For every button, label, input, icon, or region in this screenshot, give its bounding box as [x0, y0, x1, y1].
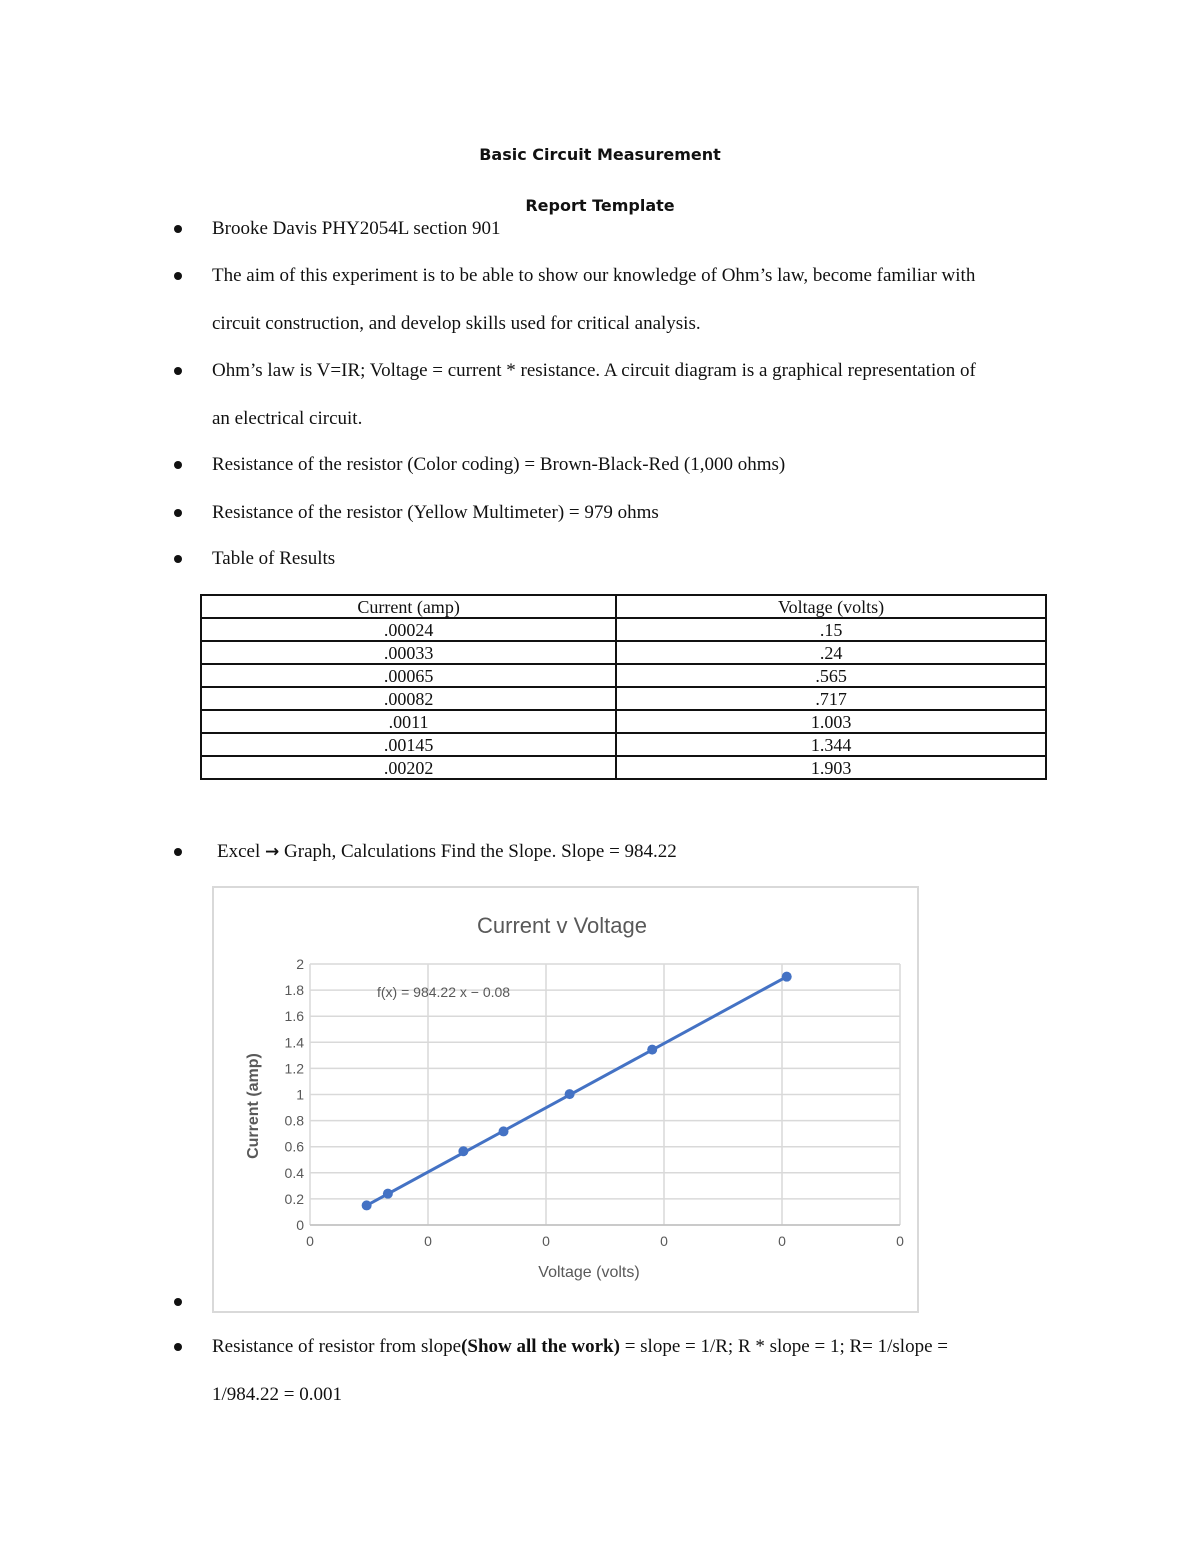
x-tick-label: 0 [424, 1233, 432, 1249]
table-row [201, 756, 1046, 779]
y-tick-label: 1.2 [284, 1060, 304, 1077]
y-tick-label: 1.4 [284, 1034, 304, 1051]
data-point [383, 1189, 393, 1199]
y-tick-label: 0.2 [284, 1190, 304, 1207]
table-row [201, 664, 1046, 687]
x-tick-label: 0 [542, 1233, 550, 1249]
cell-voltage: 1.903 [616, 756, 1046, 779]
arrow-right-icon: → [265, 842, 280, 862]
table-row [201, 710, 1046, 733]
y-tick-label: 1.8 [284, 982, 304, 999]
y-tick-label: 0.4 [284, 1164, 304, 1181]
cell-voltage: .565 [616, 664, 1046, 687]
bullet-dot [174, 1298, 182, 1306]
y-tick-label: 2 [296, 956, 304, 972]
excel-text-rest: Graph, Calculations Find the Slope. Slope = 984.22 [279, 841, 677, 862]
header-current: Current (amp) [201, 595, 616, 618]
data-point [362, 1200, 372, 1210]
bullet-dot [174, 461, 182, 469]
series-line [367, 977, 787, 1206]
bullet-dot [174, 272, 182, 280]
cell-voltage: 1.344 [616, 733, 1046, 756]
bullet-dot [174, 555, 182, 563]
results-table [200, 594, 1047, 780]
cell-current: .0011 [201, 710, 616, 733]
bullet-dot [174, 509, 182, 517]
data-point [565, 1089, 575, 1099]
x-axis-ticks [306, 1233, 904, 1249]
cell-voltage: .24 [616, 641, 1046, 664]
slope-line-1 [212, 1336, 948, 1358]
bullet-dot [174, 848, 182, 856]
slope-line-2: 1/984.22 = 0.001 [212, 1384, 342, 1405]
cell-current: .00065 [201, 664, 616, 687]
y-tick-label: 0 [296, 1217, 304, 1233]
cell-current: .00024 [201, 618, 616, 641]
y-axis-label: Current (amp) [245, 1053, 262, 1159]
data-point [458, 1146, 468, 1156]
aim-line-1: The aim of this experiment is to be able to show our knowledge of Ohm’s law, become familiar with [212, 265, 976, 286]
trendline-equation: f(x) = 984.22 x − 0.08 [377, 984, 511, 1000]
current-voltage-chart [214, 888, 917, 1311]
slope-text-rest: = slope = 1/R; R * slope = 1; R= 1/slope = [619, 1336, 948, 1357]
data-point [499, 1126, 509, 1136]
y-axis-ticks [285, 956, 305, 1233]
cell-current: .00082 [201, 687, 616, 710]
excel-text: Excel [217, 841, 266, 862]
y-tick-label: 0.8 [284, 1112, 304, 1129]
table-row [201, 641, 1046, 664]
data-point [782, 972, 792, 982]
cell-current: .00033 [201, 641, 616, 664]
table-row [201, 618, 1046, 641]
table-label: Table of Results [212, 548, 336, 569]
cell-current: .00202 [201, 756, 616, 779]
resistance-meter-line: Resistance of the resistor (Yellow Multimeter) = 979 ohms [212, 502, 659, 523]
chart-title: Current v Voltage [477, 913, 647, 938]
bullet-dot [174, 1343, 182, 1351]
table-header-row [201, 595, 1046, 618]
excel-line [217, 841, 677, 863]
document-subtitle: Report Template [525, 196, 675, 215]
author-line: Brooke Davis PHY2054L section 901 [212, 218, 501, 239]
chart-gridlines [310, 964, 900, 1225]
resistance-color-line: Resistance of the resistor (Color coding) = Brown-Black-Red (1,000 ohms) [212, 454, 786, 475]
x-tick-label: 0 [896, 1233, 904, 1249]
ohm-line-2: an electrical circuit. [212, 408, 363, 429]
table-row [201, 687, 1046, 710]
y-tick-label: 1.6 [284, 1008, 304, 1025]
chart-container [212, 886, 919, 1313]
x-tick-label: 0 [306, 1233, 314, 1249]
bullet-dot [174, 225, 182, 233]
cell-current: .00145 [201, 733, 616, 756]
x-tick-label: 0 [778, 1233, 786, 1249]
slope-bold-text: (Show all the work) [461, 1336, 620, 1357]
slope-text: Resistance of resistor from slope [212, 1336, 462, 1357]
header-voltage: Voltage (volts) [616, 595, 1046, 618]
document-title: Basic Circuit Measurement [479, 145, 721, 164]
cell-voltage: .717 [616, 687, 1046, 710]
x-tick-label: 0 [660, 1233, 668, 1249]
data-point [647, 1045, 657, 1055]
y-tick-label: 1 [296, 1086, 304, 1103]
cell-voltage: .15 [616, 618, 1046, 641]
ohm-line-1: Ohm’s law is V=IR; Voltage = current * resistance. A circuit diagram is a graphical representation of [212, 360, 976, 381]
cell-voltage: 1.003 [616, 710, 1046, 733]
bullet-dot [174, 367, 182, 375]
table-row [201, 733, 1046, 756]
x-axis-label: Voltage (volts) [538, 1264, 640, 1281]
aim-line-2: circuit construction, and develop skills used for critical analysis. [212, 313, 701, 334]
y-tick-label: 0.6 [284, 1138, 304, 1155]
